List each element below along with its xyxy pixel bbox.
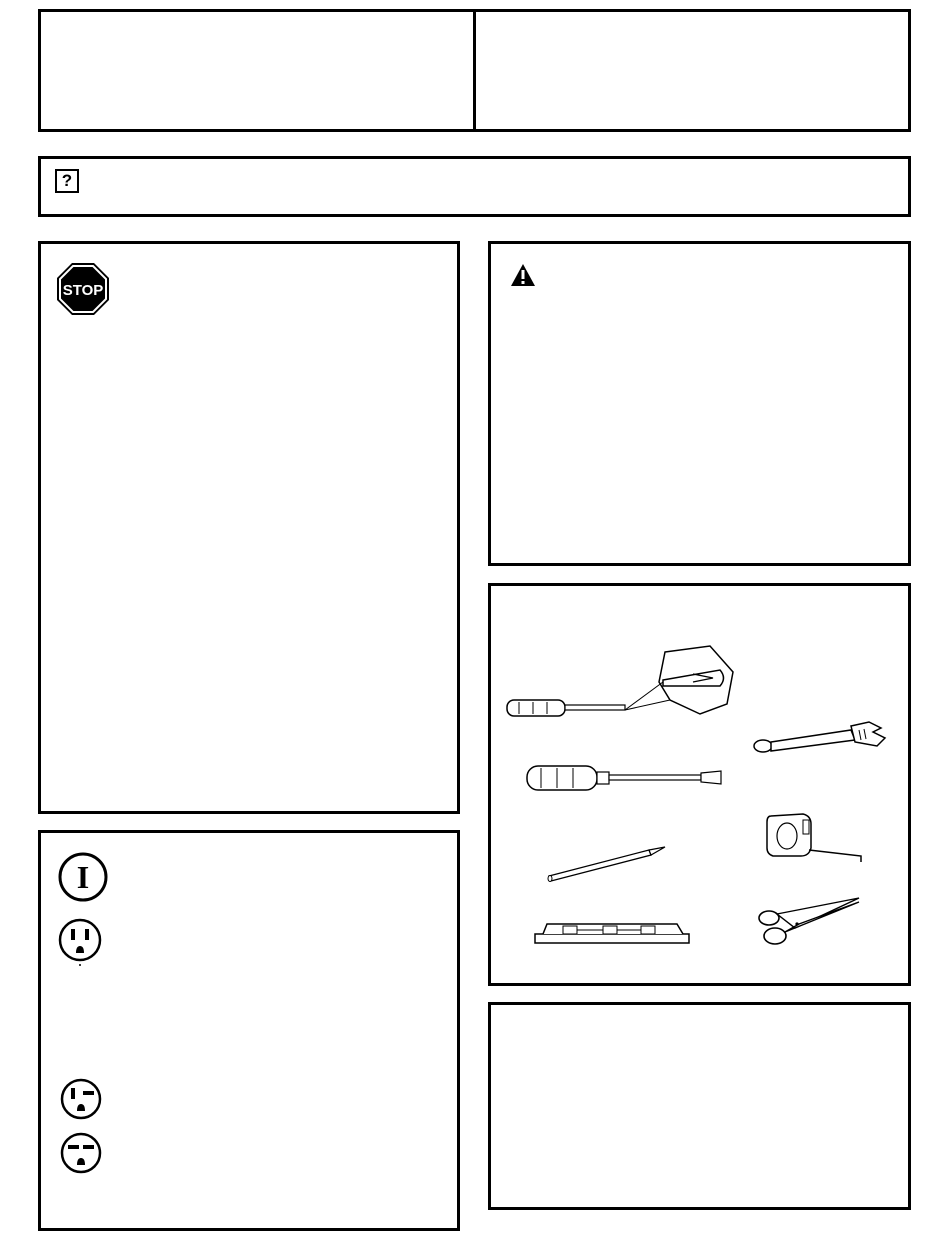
- question-icon: ?: [55, 169, 79, 193]
- stop-sign-icon: [56, 262, 110, 316]
- warning-icon: [511, 264, 535, 286]
- stop-sign-label: STOP: [62, 282, 104, 299]
- outlet-3-prong-icon: [57, 917, 103, 967]
- flat-screwdriver-icon: [525, 762, 725, 794]
- warning-panel: [488, 241, 911, 566]
- question-banner: [38, 156, 911, 217]
- header-divider: [473, 12, 476, 129]
- outlet-30a-icon: [59, 1077, 103, 1121]
- electrical-panel: [38, 830, 460, 1231]
- header-box: [38, 9, 911, 132]
- phillips-screwdriver-icon: [505, 642, 735, 722]
- outlet-50a-icon: [59, 1131, 103, 1175]
- tape-measure-icon: [763, 810, 873, 870]
- pencil-icon: [545, 844, 669, 884]
- adjustable-wrench-icon: [751, 718, 891, 758]
- scissors-icon: [755, 896, 865, 952]
- bottom-right-panel: [488, 1002, 911, 1210]
- info-symbol: I: [76, 859, 90, 895]
- info-icon: [57, 851, 109, 903]
- level-icon: [533, 920, 693, 946]
- tools-panel: [488, 583, 911, 986]
- stop-panel: [38, 241, 460, 814]
